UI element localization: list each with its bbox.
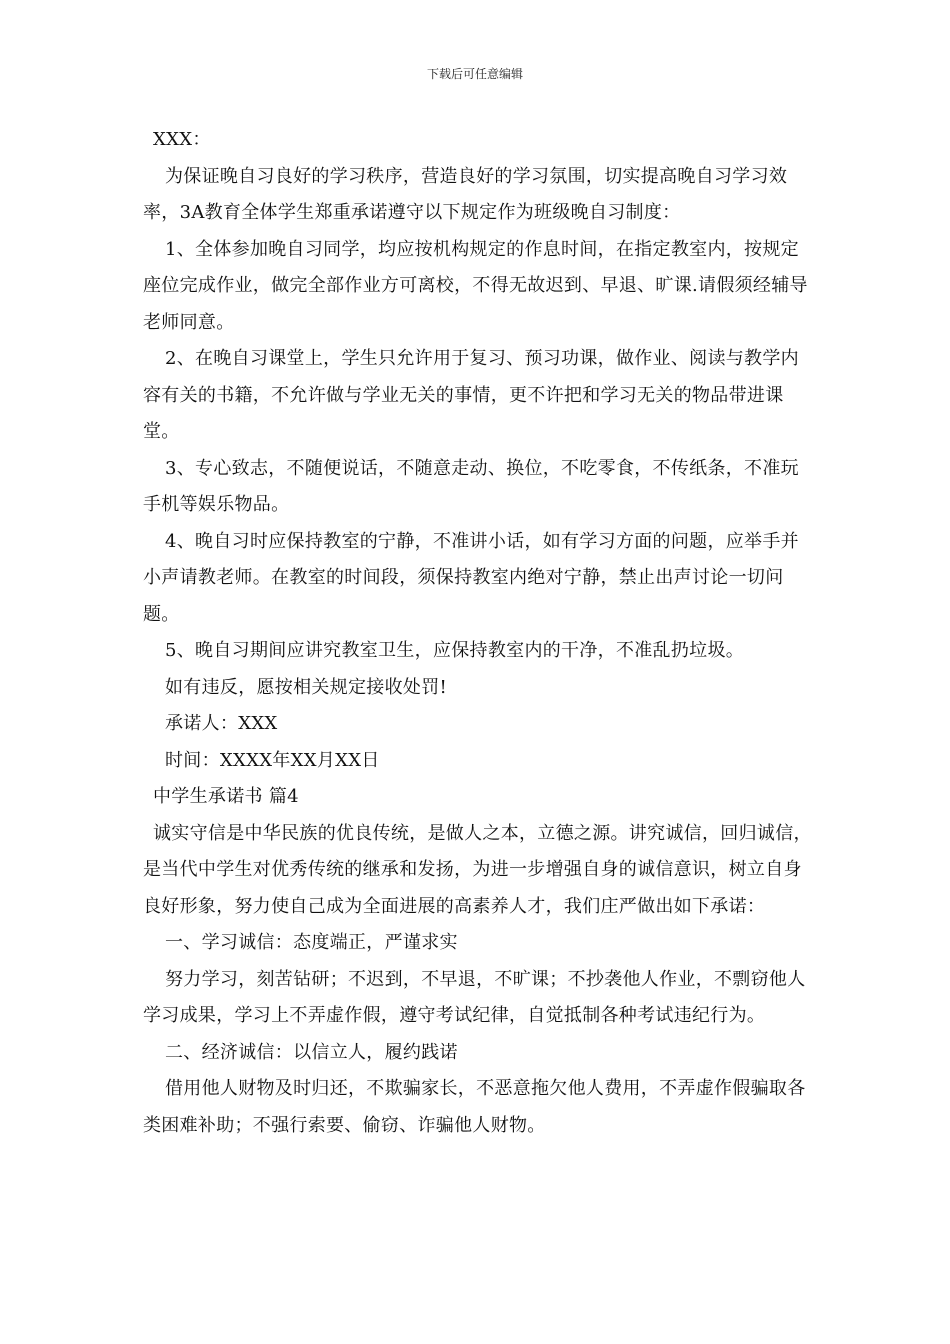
section-title: 中学生承诺书 篇4 [153, 786, 299, 807]
heading-study-integrity: 一、学习诚信：态度端正，严谨求实 [165, 932, 458, 953]
rule-5: 5、晚自习期间应讲究教室卫生，应保持教室内的干净，不准乱扔垃圾。 [165, 640, 745, 661]
rule-2: 2、在晚自习课堂上，学生只允许用于复习、预习功课，做作业、阅读与教学内容有关的书籍，不允许做与学业无关的事情，更不许把和学习无关的物品带进课堂。 [143, 348, 799, 442]
salutation: XXX： [153, 129, 211, 150]
violation-note: 如有违反，愿按相关规定接收处罚! [165, 676, 448, 698]
intro-paragraph: 为保证晚自习良好的学习秩序，营造良好的学习氛围，切实提高晚自习学习效率，3A教育全体学生郑重承诺遵守以下规定作为班级晚自习制度： [143, 165, 788, 223]
rule-3: 3、专心致志，不随便说话，不随意走动、换位，不吃零食，不传纸条，不准玩手机等娱乐物品。 [143, 457, 799, 515]
rule-1: 1、全体参加晚自习同学，均应按机构规定的作息时间，在指定教室内，按规定座位完成作业，做完全部作业方可离校，不得无故迟到、早退、旷课.请假须经辅导老师同意。 [143, 238, 808, 333]
date-line: 时间：XXXX年XX月XX日 [165, 749, 380, 771]
study-integrity-text: 努力学习，刻苦钻研；不迟到，不早退，不旷课；不抄袭他人作业，不剽窃他人学习成果，学习上不弄虚作假，遵守考试纪律，自觉抵制各种考试违纪行为。 [143, 968, 806, 1026]
economic-integrity-text: 借用他人财物及时归还，不欺骗家长，不恶意拖欠他人费用，不弄虚作假骗取各类困难补助；不强行索要、偷窃、诈骗他人财物。 [143, 1078, 806, 1136]
rule-4: 4、晚自习时应保持教室的宁静，不准讲小话，如有学习方面的问题，应举手并小声请教老师。在教室的时间段，须保持教室内绝对宁静，禁止出声讨论一切问题。 [143, 530, 799, 625]
signatory: 承诺人：XXX [165, 713, 278, 734]
page-header: 下载后可任意编辑 [426, 67, 523, 81]
document-body [143, 122, 815, 1144]
section-intro: 诚实守信是中华民族的优良传统，是做人之本，立德之源。讲究诚信，回归诚信，是当代中学生对优秀传统的继承和发扬，为进一步增强自身的诚信意识，树立自身良好形象，努力使自己成为全面进展的高素养人才，我们庄严做出如下承诺： [143, 822, 812, 917]
heading-economic-integrity: 二、经济诚信：以信立人，履约践诺 [165, 1041, 458, 1063]
